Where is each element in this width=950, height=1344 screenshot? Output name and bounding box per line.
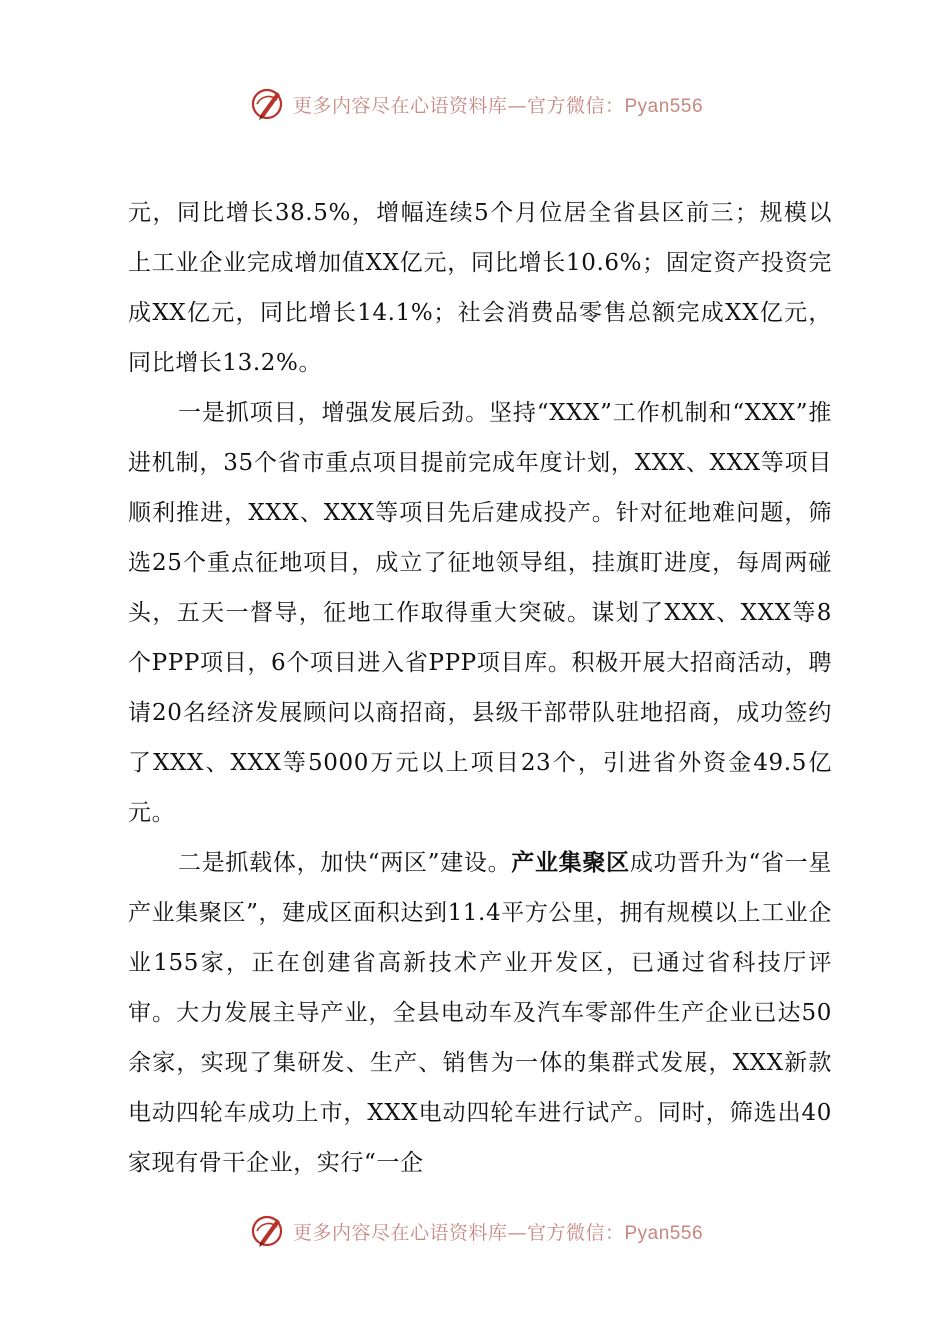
paragraph-3-rest: 成功晋升为“省一星产业集聚区”，建成区面积达到11.4平方公里，拥有规模以上工业企业155家，正在创建省高新技术产业开发区，已通过省科技厅评审。大力发展主导产业，全县电动车及汽车零部件生产企业已达50余家，实现了集研发、生产、销售为一体的集群式发展，XXX新款电动四轮车成功上市，XXX电动四轮车进行试产。同时，筛选出40家现有骨干企业，实行“一企 [128, 850, 832, 1176]
document-body [128, 188, 832, 1188]
footer-banner-handle: Pyan556 [624, 1222, 704, 1244]
paragraph-3-lead: 二是抓载体，加快“两区”建设。 [178, 850, 512, 876]
header-banner-text: 更多内容尽在心语资料库—官方微信：Pyan556 [292, 94, 704, 117]
paragraph-2: 一是抓项目，增强发展后劲。坚持“XXX”工作机制和“XXX”推进机制，35个省市重点项目提前完成年度计划，XXX、XXX等项目顺利推进，XXX、XXX等项目先后建成投产。针对征地难问题，筛选25个重点征地项目，成立了征地领导组，挂旗盯进度，每周两碰头，五天一督导，征地工作取得重大突破。谋划了XXX、XXX等8个PPP项目，6个项目进入省PPP项目库。积极开展大招商活动，聘请20名经济发展顾问以商招商，县级干部带队驻地招商，成功签约了XXX、XXX等5000万元以上项目23个，引进省外资金49.5亿元。 [128, 400, 832, 826]
header-banner [0, 82, 950, 126]
paragraph-1: 元，同比增长38.5%，增幅连续5个月位居全省县区前三；规模以上工业企业完成增加值XX亿元，同比增长10.6%；固定资产投资完成XX亿元，同比增长14.1%；社会消费品零售总额完成XX亿元，同比增长13.2%。 [128, 200, 832, 376]
paragraph-3-bold-term: 产业集聚区 [511, 849, 630, 876]
pen-logo-icon [247, 84, 287, 124]
footer-banner-text: 更多内容尽在心语资料库—官方微信：Pyan556 [292, 1221, 704, 1244]
footer-banner [0, 1209, 950, 1253]
pen-logo-icon [247, 1211, 287, 1251]
header-banner-handle: Pyan556 [624, 95, 704, 117]
paragraph-3 [128, 838, 832, 1188]
